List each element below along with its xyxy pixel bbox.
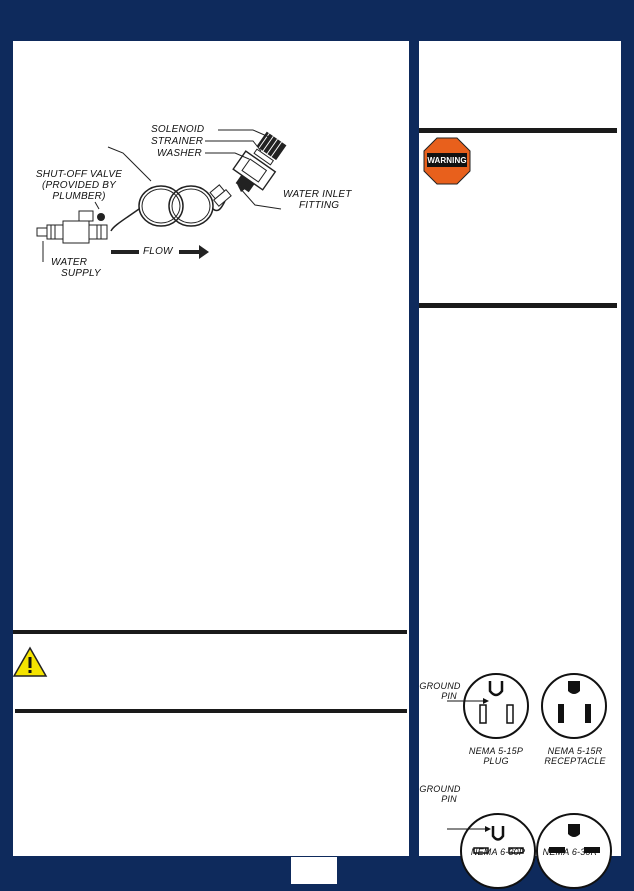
main-panel bbox=[13, 41, 409, 856]
ground-pin-1-line-1: GROUND bbox=[419, 681, 461, 691]
nema-5-15r-line-2: RECEPTACLE bbox=[544, 756, 606, 766]
ground-pin-label-2 bbox=[419, 784, 461, 804]
ground-pin-2-line-1: GROUND bbox=[419, 784, 461, 794]
solenoid-label: SOLENOID bbox=[151, 124, 205, 135]
ground-pin-label-1 bbox=[419, 681, 461, 701]
shutoff-line-2: (PROVIDED BY bbox=[41, 180, 117, 191]
water-supply-label bbox=[51, 257, 101, 279]
warning-sign-text: WARNING bbox=[427, 156, 467, 165]
side-panel bbox=[419, 41, 621, 856]
water-inlet-line-1: WATER INLET bbox=[283, 189, 352, 200]
nema-5-15r-label bbox=[537, 746, 613, 766]
caution-icon bbox=[13, 646, 47, 678]
nema-5-15r-line-1: NEMA 5-15R bbox=[547, 746, 603, 756]
water-supply-line-1: WATER bbox=[51, 257, 88, 268]
ground-pin-1-line-2: PIN bbox=[441, 691, 457, 701]
nema-5-15p-line-1: NEMA 5-15P bbox=[468, 746, 524, 756]
page-number-tab bbox=[291, 857, 337, 884]
nema-5-15r-receptacle-icon bbox=[542, 674, 606, 738]
washer-label: WASHER bbox=[157, 148, 202, 159]
shutoff-line-3: PLUMBER) bbox=[52, 191, 106, 202]
shutoff-valve-label bbox=[29, 169, 129, 202]
water-supply-line-2: SUPPLY bbox=[61, 268, 101, 279]
warning-rule-bottom bbox=[419, 303, 617, 308]
nema-5-15p-label bbox=[461, 746, 531, 766]
ground-pin-2-line-2: PIN bbox=[441, 794, 457, 804]
warning-rule-top bbox=[419, 128, 617, 133]
shutoff-line-1: SHUT-OFF VALVE bbox=[35, 169, 123, 180]
nema-5-15p-line-2: PLUG bbox=[483, 756, 509, 766]
caution-rule-top bbox=[13, 630, 407, 634]
nema-5-15p-plug-icon bbox=[464, 674, 528, 738]
nema-6-30p-label: NEMA 6-30P bbox=[470, 847, 526, 857]
caution-rule-bottom bbox=[15, 709, 407, 713]
flow-label: FLOW bbox=[143, 246, 173, 257]
water-inlet-label bbox=[283, 189, 352, 211]
strainer-label: STRAINER bbox=[151, 136, 204, 147]
nema-6-30r-label: NEMA 6-30R bbox=[542, 847, 598, 857]
water-inlet-line-2: FITTING bbox=[299, 200, 340, 211]
